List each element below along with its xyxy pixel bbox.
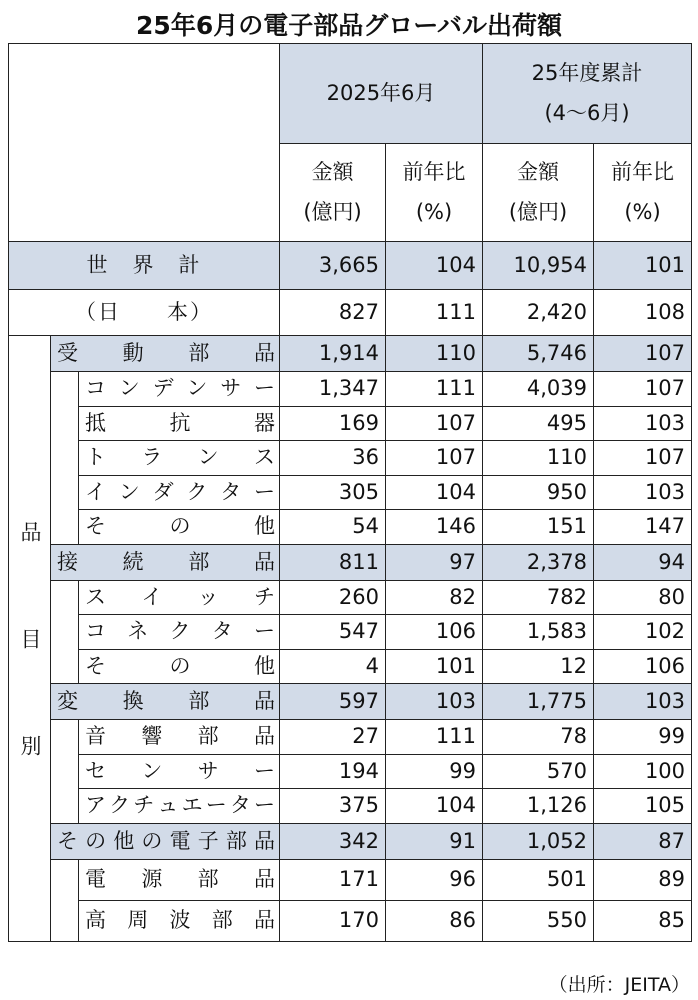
cell-ratio: 82 [386,580,483,615]
row-label-char: 品 [254,908,275,932]
cell-ytd-amount: 151 [483,510,594,545]
cell-ytd-amount: 1,583 [483,615,594,650]
row-label-char: ー [253,376,275,401]
row-label-char: コ [85,376,106,401]
cell-ratio: 91 [386,823,483,859]
cell-ytd-ratio: 108 [594,290,692,336]
item-label [79,754,280,789]
row-label-char: 部 [197,724,219,749]
cell-amount: 194 [280,754,386,789]
row-label-char: 部 [197,867,219,891]
cell-ratio: 101 [386,649,483,684]
item-label [79,615,280,650]
item-row [9,720,692,755]
header-ytd [483,44,692,144]
row-label-char: ッ [197,584,219,609]
row-label-char: 換 [122,689,144,713]
cell-ratio: 107 [386,406,483,441]
row-label-char: 動 [122,341,144,365]
row-label-char: ン [141,758,163,783]
row-label-char: の [85,828,107,853]
summary-label: 世 界 計 [9,242,280,290]
cell-ytd-amount: 5,746 [483,336,594,372]
item-row [9,789,692,824]
cell-ytd-amount: 950 [483,475,594,510]
row-label [57,828,275,853]
row-label-char: ス [253,445,275,470]
cell-ytd-amount: 10,954 [483,242,594,290]
row-label [85,516,275,537]
header-ratio-line1: 前年比 [402,159,466,184]
row-label-char: 部 [188,549,210,574]
row-label-char: 子 [197,828,219,853]
row-label-char: 品 [254,549,276,574]
cell-ratio: 106 [386,615,483,650]
item-row [9,406,692,441]
item-row [9,900,692,941]
cell-ratio: 107 [386,441,483,476]
header-ytd-ratio-line2: (%) [624,199,661,224]
header-ratio [386,144,483,242]
row-label-char: 他 [113,828,135,853]
item-label [79,580,280,615]
group-label [51,684,280,720]
cell-ytd-ratio: 107 [594,336,692,372]
category-label [9,336,51,942]
cell-ytd-ratio: 147 [594,510,692,545]
header-ytd-amount-line1: 金額 [517,159,560,184]
row-label-char: ダ [152,479,174,504]
row-label [85,653,275,678]
row-label-char: ー [205,793,227,818]
row-label-char: そ [57,828,78,853]
row-label-char: ン [197,445,219,470]
cell-ytd-ratio: 80 [594,580,692,615]
cell-ratio: 104 [386,789,483,824]
cell-ratio: 110 [386,336,483,372]
cell-ratio: 104 [386,475,483,510]
row-label-char: ン [118,479,140,504]
item-label [79,441,280,476]
header-ratio-line2: (%) [415,199,453,224]
row-label-char: ク [109,793,131,818]
row-label-char: 源 [141,867,163,891]
row-label-char: の [141,828,163,853]
row-label-char: 部 [211,908,233,932]
indent-cell [51,580,79,684]
row-label-char: セ [85,758,106,783]
group-row [9,823,692,859]
row-label-char: そ [85,653,106,678]
item-row [9,754,692,789]
cell-amount: 1,914 [280,336,386,372]
row-label-char: ン [118,376,140,401]
cell-amount: 260 [280,580,386,615]
item-row [9,475,692,510]
cell-ratio: 111 [386,372,483,407]
row-label [85,378,275,399]
row-label-char: イ [85,479,106,504]
row-label-char: ン [186,376,208,401]
item-label [79,649,280,684]
cell-ytd-ratio: 99 [594,720,692,755]
cell-ytd-amount: 78 [483,720,594,755]
group-row [9,684,692,720]
item-row [9,615,692,650]
row-label-char: 品 [253,867,275,891]
cell-amount: 3,665 [280,242,386,290]
cell-ytd-amount: 2,420 [483,290,594,336]
row-label [85,910,275,931]
row-label-char: エ [181,793,203,818]
row-label-char: 品 [254,689,276,713]
cell-ytd-amount: 782 [483,580,594,615]
cell-ytd-amount: 1,775 [483,684,594,720]
row-label-char: タ [229,793,251,818]
group-row [9,336,692,372]
indent-cell [51,372,79,545]
cell-ytd-ratio: 103 [594,684,692,720]
row-label-char: ス [85,584,106,609]
cell-ytd-ratio: 105 [594,789,692,824]
cell-ratio: 96 [386,859,483,900]
item-label [79,789,280,824]
cell-amount: 170 [280,900,386,941]
item-row [9,510,692,545]
row-label-char: 他 [254,514,275,539]
item-label [79,406,280,441]
cell-ytd-amount: 4,039 [483,372,594,407]
row-label-char: ク [169,619,191,644]
cell-amount: 36 [280,441,386,476]
cell-amount: 342 [280,823,386,859]
item-label [79,900,280,941]
group-label [51,544,280,580]
cell-ratio: 104 [386,242,483,290]
summary-row [9,242,692,290]
row-label [85,758,275,783]
row-label [85,479,275,504]
cell-ytd-ratio: 85 [594,900,692,941]
row-label-char: サ [220,376,242,401]
row-label-char: 響 [141,724,163,749]
row-label-char: デ [152,376,174,401]
cell-ytd-amount: 550 [483,900,594,941]
item-row [9,441,692,476]
corner-cell [9,44,280,242]
row-label-char: チ [133,793,155,818]
summary-row [9,290,692,336]
row-label-char: の [169,514,191,539]
item-row [9,372,692,407]
cell-ratio: 99 [386,754,483,789]
row-label [85,795,275,816]
cell-ytd-ratio: 102 [594,615,692,650]
row-label [85,447,275,468]
item-label [79,720,280,755]
cell-ytd-amount: 570 [483,754,594,789]
row-label-char: 高 [85,908,106,932]
cell-ytd-amount: 2,378 [483,544,594,580]
cell-amount: 27 [280,720,386,755]
row-label-char: そ [85,514,106,539]
item-label [79,475,280,510]
row-label-char: ク [186,479,208,504]
row-label-char: 抗 [169,410,191,435]
item-row [9,649,692,684]
cell-ratio: 86 [386,900,483,941]
header-amount [280,144,386,242]
source-note: （出所：JEITA） [548,974,690,996]
row-label-char: コ [85,619,106,644]
header-amount-line2: (億円) [303,199,362,224]
cell-ytd-amount: 501 [483,859,594,900]
row-label [85,410,275,435]
cell-ytd-amount: 1,126 [483,789,594,824]
row-label-char: 他 [254,653,275,678]
row-label-char: 品 [254,341,276,365]
row-label-char: 品 [253,828,275,853]
row-label-char: サ [197,758,219,783]
row-label-char: 音 [85,724,106,749]
cell-ytd-amount: 110 [483,441,594,476]
cell-ytd-ratio: 89 [594,859,692,900]
cell-ytd-ratio: 94 [594,544,692,580]
row-label-char: ト [85,445,106,470]
cell-amount: 171 [280,859,386,900]
row-label-char: 抵 [85,410,106,435]
item-label [79,372,280,407]
item-label [79,510,280,545]
row-label-char: 変 [57,689,78,713]
cell-ytd-ratio: 107 [594,372,692,407]
row-label-char: 接 [57,549,78,574]
cell-amount: 1,347 [280,372,386,407]
row-label-char: 部 [188,341,210,365]
header-ytd-amount-line2: (億円) [508,199,568,224]
row-label [85,726,275,747]
row-label-char: 受 [57,341,78,365]
row-label [85,584,275,609]
row-label-char: ネ [127,619,149,644]
row-label-char: ー [253,758,275,783]
header-month: 2025年6月 [280,44,483,144]
row-label-char: ラ [141,445,163,470]
page-title: 25年6月の電子部品グローバル出荷額 [136,11,562,40]
cell-amount: 305 [280,475,386,510]
row-label-char: 電 [169,828,191,853]
row-label-char: ー [253,793,275,818]
cell-amount: 827 [280,290,386,336]
row-label-char: 周 [127,908,149,932]
row-label [85,621,275,642]
row-label-char: 器 [254,410,275,435]
row-label-char: 部 [188,689,210,713]
item-row [9,859,692,900]
cell-ytd-ratio: 106 [594,649,692,684]
row-label-char: 部 [225,828,247,853]
row-label-char: タ [220,479,242,504]
item-label [79,859,280,900]
cell-ytd-amount: 1,052 [483,823,594,859]
group-label [51,336,280,372]
indent-cell [51,720,79,824]
header-ytd-line1: 25年度累計 [531,60,643,85]
row-label [57,549,276,574]
row-label-char: イ [141,584,163,609]
row-label-char: 電 [85,867,106,891]
cell-ratio: 111 [386,720,483,755]
row-label-char: タ [211,619,233,644]
cell-amount: 547 [280,615,386,650]
cell-ytd-amount: 495 [483,406,594,441]
group-label [51,823,280,859]
cell-ratio: 103 [386,684,483,720]
row-label [85,869,275,890]
group-row [9,544,692,580]
header-ytd-ratio [594,144,692,242]
row-label-char: チ [253,584,275,609]
header-ytd-line2: (4～6月) [544,100,630,125]
row-label-char: 続 [122,549,144,574]
row-label [57,691,275,712]
shipment-table [8,43,692,942]
row-label [57,343,275,364]
cell-ytd-ratio: 103 [594,475,692,510]
cell-ratio: 111 [386,290,483,336]
cell-amount: 54 [280,510,386,545]
cell-amount: 811 [280,544,386,580]
row-label-char: ュ [157,793,179,818]
cell-ytd-amount: 12 [483,649,594,684]
cell-ytd-ratio: 103 [594,406,692,441]
cell-ratio: 146 [386,510,483,545]
row-label-char: 品 [253,724,275,749]
cell-amount: 597 [280,684,386,720]
cell-ytd-ratio: 87 [594,823,692,859]
cell-amount: 4 [280,649,386,684]
row-label-char: ア [85,793,106,818]
row-label-char: 波 [169,908,191,932]
cell-ratio: 97 [386,544,483,580]
row-label-char: ー [254,619,275,644]
row-label-char: の [169,653,191,678]
cell-ytd-ratio: 107 [594,441,692,476]
category-label-text: 品目別 [18,520,42,842]
summary-label: （日 本） [9,290,280,336]
header-amount-line1: 金額 [311,159,354,184]
cell-amount: 375 [280,789,386,824]
indent-cell [51,859,79,941]
cell-amount: 169 [280,406,386,441]
header-ytd-ratio-line1: 前年比 [611,159,675,184]
item-row [9,580,692,615]
cell-ytd-ratio: 100 [594,754,692,789]
header-ytd-amount [483,144,594,242]
row-label-char: ー [253,479,275,504]
cell-ytd-ratio: 101 [594,242,692,290]
